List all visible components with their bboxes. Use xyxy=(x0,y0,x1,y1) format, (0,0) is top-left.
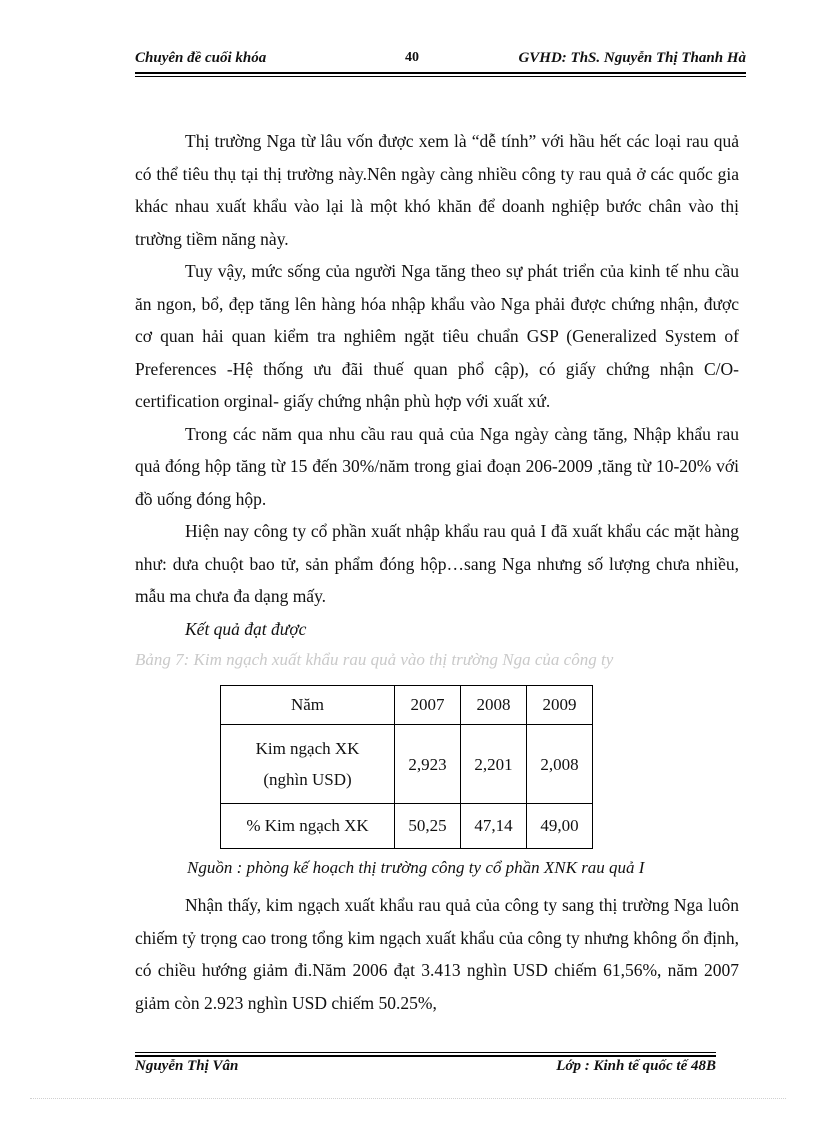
paragraph: Trong các năm qua nhu cầu rau quả của Nga ngày càng tăng, Nhập khẩu rau quả đóng hộp tăng từ 15 đến 30%/năm trong giai đoạn 206-2009 ,tăng từ 10-20% với đồ uống đóng hộp. xyxy=(135,423,739,509)
table-source: Nguồn : phòng kế hoạch thị trường công ty cổ phần XNK rau quả I xyxy=(187,858,645,877)
footer-rule xyxy=(135,1055,716,1057)
table-header-cell: Năm xyxy=(221,686,395,725)
row-label-line: Kim ngạch XK xyxy=(255,739,360,758)
header-title: Chuyên đề cuối khóa xyxy=(135,50,267,66)
table-row xyxy=(221,804,593,849)
row-label-line: (nghìn USD) xyxy=(263,770,352,789)
header-rule xyxy=(135,72,746,74)
table-cell: 2,923 xyxy=(395,725,461,804)
header-rule-thin xyxy=(135,76,746,77)
footer-class: Lớp : Kinh tế quốc tế 48B xyxy=(556,1058,716,1074)
header-supervisor: GVHD: ThS. Nguyễn Thị Thanh Hà xyxy=(518,50,746,66)
page-header xyxy=(135,50,746,70)
table-cell: 2,008 xyxy=(527,725,593,804)
table-cell: 2,201 xyxy=(461,725,527,804)
paragraph: Thị trường Nga từ lâu vốn được xem là “dễ tính” với hầu hết các loại rau quả có thể tiêu thụ tại thị trường này.Nên ngày càng nhiều công ty rau quả ở các quốc gia khác nhau xuất khẩu vào lại là một khó khăn để doanh nghiệp bước chân vào thị trường tiềm năng này. xyxy=(135,131,739,249)
table-cell: 50,25 xyxy=(395,804,461,849)
main-text-continued xyxy=(135,889,739,1019)
table-header-cell: 2007 xyxy=(395,686,461,725)
table-caption: Bảng 7: Kim ngạch xuất khẩu rau quả vào thị trường Nga của công ty xyxy=(135,650,614,669)
table-header-cell: 2008 xyxy=(461,686,527,725)
table-cell: 47,14 xyxy=(461,804,527,849)
table-cell: 49,00 xyxy=(527,804,593,849)
main-text xyxy=(135,125,739,675)
paragraph: Hiện nay công ty cổ phần xuất nhập khẩu rau quả I đã xuất khẩu các mặt hàng như: dưa chuột bao tử, sản phẩm đóng hộp…sang Nga nhưng số lượng chưa nhiều, mẫu ma chưa đa dạng mấy. xyxy=(135,521,739,606)
export-table xyxy=(220,685,593,849)
footer-author: Nguyễn Thị Vân xyxy=(135,1058,239,1074)
table-header-cell: 2009 xyxy=(527,686,593,725)
footer-rule-thin xyxy=(135,1052,716,1053)
page-edge-dots xyxy=(30,1098,786,1099)
row-label xyxy=(221,725,395,804)
table-header-row xyxy=(221,686,593,725)
paragraph: Nhận thấy, kim ngạch xuất khẩu rau quả của công ty sang thị trường Nga luôn chiếm tỷ trọng cao trong tổng kim ngạch xuất khẩu của công ty nhưng không ổn định, có chiều hướng giảm đi.Năm 2006 đạt 3.413 nghìn USD chiếm 61,56%, năm 2007 giảm còn 2.923 nghìn USD chiếm 50.25%, xyxy=(135,895,739,1013)
results-heading: Kết quả đạt được xyxy=(185,618,307,639)
table-row xyxy=(221,725,593,804)
page-footer xyxy=(135,1058,716,1078)
page-number: 40 xyxy=(405,50,419,65)
row-label: % Kim ngạch XK xyxy=(221,804,395,849)
paragraph: Tuy vậy, mức sống của người Nga tăng theo sự phát triển của kinh tế nhu cầu ăn ngon, bổ, đẹp tăng lên hàng hóa nhập khẩu vào Nga phải được chứng nhận, được cơ quan hải quan kiểm tra nghiêm ngặt tiêu chuẩn GSP (Generalized System of Preferences -Hệ thống ưu đãi thuế quan phổ cập), có giấy chứng nhận C/O- certification orginal- giấy chứng nhận phù hợp với xuất xứ. xyxy=(135,261,739,411)
